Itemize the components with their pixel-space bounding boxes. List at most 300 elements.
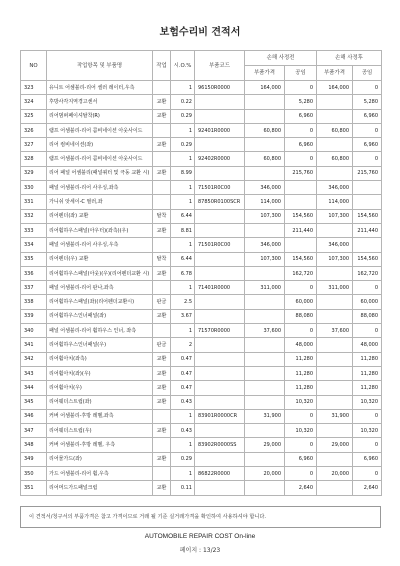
cell-after-part-price: 31,900	[317, 409, 353, 423]
cell-no: 348	[21, 438, 47, 452]
cell-after-part-price: 60,800	[317, 123, 353, 137]
table-row	[21, 238, 382, 252]
cell-before-labor	[285, 181, 317, 195]
cell-before-labor: 88,080	[285, 309, 317, 323]
cell-no: 336	[21, 266, 47, 280]
cell-part-code	[195, 424, 245, 438]
cell-before-labor: 11,280	[285, 352, 317, 366]
cell-no: 347	[21, 424, 47, 438]
cell-before-labor: 6,960	[285, 452, 317, 466]
cell-after-part-price	[317, 395, 353, 409]
cell-part-code: 87850R0100SCR	[195, 195, 245, 209]
table-row	[21, 152, 382, 166]
cell-rate: 1	[171, 324, 195, 338]
cell-before-labor	[285, 195, 317, 209]
header-after-part-price: 부품가격	[317, 66, 353, 81]
cell-before-part-price: 107,300	[245, 252, 285, 266]
cell-item-name: 리어휠아치(우)	[47, 381, 153, 395]
cell-work: 교환	[153, 366, 171, 380]
cell-part-code: 92401R0000	[195, 123, 245, 137]
cell-item-name: 유니트 어셈블리-리어 셀러 레이터,우측	[47, 81, 153, 95]
estimate-rows	[21, 81, 382, 496]
cell-work: 교환	[153, 166, 171, 180]
cell-part-code: 71570R0000	[195, 324, 245, 338]
cell-after-labor	[353, 238, 382, 252]
cell-rate: 2.5	[171, 295, 195, 309]
cell-part-code: 96150R0000	[195, 81, 245, 95]
cell-item-name: 리어휠하우스패널(좌)(리어펜더교환시)	[47, 295, 153, 309]
cell-after-part-price	[317, 352, 353, 366]
cell-item-name: 리어휠하우스인너패널(좌)	[47, 309, 153, 323]
cell-work: 교환	[153, 109, 171, 123]
cell-work	[153, 152, 171, 166]
header-before-part-price: 부품가격	[245, 66, 285, 81]
cell-before-part-price: 311,000	[245, 281, 285, 295]
cell-before-part-price	[245, 366, 285, 380]
table-row	[21, 195, 382, 209]
cell-after-labor: 0	[353, 324, 382, 338]
cell-part-code	[195, 138, 245, 152]
header-work: 작업	[153, 51, 171, 81]
cell-before-labor: 2,640	[285, 481, 317, 495]
disclaimer-notice: 이 견적서/청구서의 부품가격은 참고 가격이므로 거래 될 기준 실거래가격을 확인하여 사용하셔야 합니다.	[20, 506, 381, 528]
cell-work: 교환	[153, 452, 171, 466]
cell-rate: 1	[171, 181, 195, 195]
cell-item-name: 커버 어셈블리-후방 레벨,좌측	[47, 409, 153, 423]
table-row	[21, 352, 382, 366]
cell-no: 349	[21, 452, 47, 466]
header-part-code: 부품코드	[195, 51, 245, 81]
cell-part-code	[195, 338, 245, 352]
cell-rate: 1	[171, 467, 195, 481]
cell-no: 343	[21, 366, 47, 380]
cell-after-labor: 11,280	[353, 352, 382, 366]
cell-after-labor: 215,760	[353, 166, 382, 180]
cell-before-labor: 11,280	[285, 381, 317, 395]
cell-no: 342	[21, 352, 47, 366]
cell-after-part-price: 107,300	[317, 252, 353, 266]
header-after-assessment: 손해 사정후	[317, 51, 382, 66]
cell-work: 교환	[153, 352, 171, 366]
table-row	[21, 324, 382, 338]
table-row	[21, 181, 382, 195]
table-row	[21, 109, 382, 123]
cell-rate: 1	[171, 409, 195, 423]
cell-part-code: 83901R0000CR	[195, 409, 245, 423]
cell-after-labor: 0	[353, 438, 382, 452]
cell-before-part-price	[245, 338, 285, 352]
table-row	[21, 452, 382, 466]
cell-after-labor: 11,280	[353, 366, 382, 380]
cell-part-code	[195, 481, 245, 495]
table-row	[21, 281, 382, 295]
table-row	[21, 123, 382, 137]
cell-after-labor: 2,640	[353, 481, 382, 495]
cell-after-part-price	[317, 424, 353, 438]
cell-after-part-price	[317, 138, 353, 152]
cell-after-labor: 6,960	[353, 138, 382, 152]
cell-before-part-price: 37,600	[245, 324, 285, 338]
table-row	[21, 266, 382, 280]
cell-before-labor: 162,720	[285, 266, 317, 280]
cell-after-labor: 5,280	[353, 95, 382, 109]
table-row	[21, 252, 382, 266]
cell-rate: 6.44	[171, 252, 195, 266]
table-row	[21, 467, 382, 481]
cell-before-labor: 6,960	[285, 109, 317, 123]
table-row	[21, 309, 382, 323]
cell-item-name: 리어 컴비네이션(좌)	[47, 138, 153, 152]
table-row	[21, 366, 382, 380]
cell-before-labor: 48,000	[285, 338, 317, 352]
cell-before-labor: 211,440	[285, 223, 317, 237]
cell-before-part-price	[245, 266, 285, 280]
cell-before-labor: 154,560	[285, 209, 317, 223]
cell-item-name: 리어웨더스트립(좌)	[47, 395, 153, 409]
table-row	[21, 481, 382, 495]
cell-item-name: 리어펜더(좌) 교환	[47, 209, 153, 223]
cell-after-labor: 211,440	[353, 223, 382, 237]
cell-part-code	[195, 309, 245, 323]
cell-before-part-price	[245, 481, 285, 495]
cell-part-code: 71501R0C00	[195, 181, 245, 195]
cell-before-labor: 0	[285, 438, 317, 452]
cell-no: 323	[21, 81, 47, 95]
cell-after-labor: 88,080	[353, 309, 382, 323]
cell-after-labor: 48,000	[353, 338, 382, 352]
cell-work	[153, 123, 171, 137]
cell-part-code	[195, 381, 245, 395]
cell-rate: 1	[171, 123, 195, 137]
cell-item-name: 리어휠하우스인너패널(우)	[47, 338, 153, 352]
cell-part-code	[195, 352, 245, 366]
cell-rate: 3.67	[171, 309, 195, 323]
cell-rate: 0.29	[171, 109, 195, 123]
cell-part-code: 83902R0000SS	[195, 438, 245, 452]
table-row	[21, 209, 382, 223]
cell-item-name: 패널 어셈블리-리어 판나,좌측	[47, 281, 153, 295]
cell-work	[153, 281, 171, 295]
header-before-assessment: 손해 사정전	[245, 51, 317, 66]
cell-no: 346	[21, 409, 47, 423]
document-title: 보험수리비 견적서	[159, 27, 241, 38]
table-row	[21, 95, 382, 109]
cell-after-labor: 154,560	[353, 252, 382, 266]
page-number: 페이지 : 13/23	[179, 547, 221, 554]
cell-work	[153, 324, 171, 338]
cell-rate: 1	[171, 195, 195, 209]
cell-item-name: 리어휠아치(좌측)	[47, 352, 153, 366]
table-row	[21, 295, 382, 309]
table-row	[21, 438, 382, 452]
cell-rate: 1	[171, 281, 195, 295]
cell-part-code	[195, 166, 245, 180]
cell-rate: 0.43	[171, 395, 195, 409]
cell-rate: 8.81	[171, 223, 195, 237]
cell-after-part-price	[317, 381, 353, 395]
cell-item-name: 후방사각지역경고센서	[47, 95, 153, 109]
cell-part-code: 92402R0000	[195, 152, 245, 166]
cell-item-name: 리어휠하우스패널(아웃)(우)(리어펜더교환 시)	[47, 266, 153, 280]
cell-after-part-price	[317, 109, 353, 123]
cell-before-part-price: 164,000	[245, 81, 285, 95]
header-rate: 시.O.%	[171, 51, 195, 81]
cell-before-labor: 0	[285, 81, 317, 95]
cell-after-labor: 154,560	[353, 209, 382, 223]
cell-part-code	[195, 223, 245, 237]
cell-after-part-price: 107,300	[317, 209, 353, 223]
cell-no: 351	[21, 481, 47, 495]
cell-no: 327	[21, 138, 47, 152]
cell-no: 324	[21, 95, 47, 109]
cell-after-labor: 6,960	[353, 109, 382, 123]
cell-work	[153, 238, 171, 252]
cell-before-labor	[285, 238, 317, 252]
cell-no: 334	[21, 238, 47, 252]
cell-part-code	[195, 395, 245, 409]
cell-part-code	[195, 252, 245, 266]
cell-after-labor: 0	[353, 123, 382, 137]
cell-before-part-price	[245, 381, 285, 395]
cell-rate: 8.99	[171, 166, 195, 180]
table-row	[21, 338, 382, 352]
cell-work: 판금	[153, 295, 171, 309]
cell-after-part-price: 346,000	[317, 238, 353, 252]
cell-no: 350	[21, 467, 47, 481]
cell-rate: 0.47	[171, 352, 195, 366]
cell-no: 329	[21, 166, 47, 180]
cell-after-part-price: 60,800	[317, 152, 353, 166]
cell-before-labor: 0	[285, 281, 317, 295]
cell-part-code	[195, 109, 245, 123]
cell-before-part-price	[245, 295, 285, 309]
cell-after-part-price: 37,600	[317, 324, 353, 338]
cell-no: 338	[21, 295, 47, 309]
cell-before-labor: 10,320	[285, 424, 317, 438]
cell-work: 교환	[153, 138, 171, 152]
cell-work: 교환	[153, 395, 171, 409]
cell-before-labor: 5,280	[285, 95, 317, 109]
cell-rate: 1	[171, 438, 195, 452]
cell-no: 332	[21, 209, 47, 223]
cell-no: 325	[21, 109, 47, 123]
cell-after-part-price	[317, 266, 353, 280]
cell-no: 339	[21, 309, 47, 323]
cell-before-labor: 6,960	[285, 138, 317, 152]
cell-before-part-price	[245, 166, 285, 180]
table-row	[21, 166, 382, 180]
cell-rate: 6.78	[171, 266, 195, 280]
cell-after-part-price	[317, 95, 353, 109]
cell-part-code	[195, 452, 245, 466]
cell-before-labor: 10,320	[285, 395, 317, 409]
cell-before-part-price: 31,900	[245, 409, 285, 423]
cell-work: 교환	[153, 424, 171, 438]
header-no: NO	[21, 51, 47, 81]
cell-before-labor: 154,560	[285, 252, 317, 266]
cell-rate: 0.11	[171, 481, 195, 495]
cell-no: 330	[21, 181, 47, 195]
cell-item-name: 리어웨더스트립(우)	[47, 424, 153, 438]
table-row	[21, 138, 382, 152]
cell-part-code	[195, 95, 245, 109]
cell-before-part-price	[245, 352, 285, 366]
cell-after-part-price	[317, 338, 353, 352]
cell-part-code: 86822R0000	[195, 467, 245, 481]
cell-before-part-price	[245, 452, 285, 466]
cell-before-part-price	[245, 223, 285, 237]
cell-after-part-price	[317, 309, 353, 323]
cell-part-code	[195, 266, 245, 280]
cell-rate: 6.44	[171, 209, 195, 223]
cell-before-part-price	[245, 424, 285, 438]
cell-no: 341	[21, 338, 47, 352]
cell-before-labor: 0	[285, 324, 317, 338]
estimate-table	[20, 50, 382, 496]
cell-no: 326	[21, 123, 47, 137]
cell-after-part-price	[317, 366, 353, 380]
header-before-labor: 공임	[285, 66, 317, 81]
cell-after-part-price: 164,000	[317, 81, 353, 95]
cell-item-name: 리어휠하우스패널(아우터)(좌측)(우)	[47, 223, 153, 237]
cell-before-part-price	[245, 95, 285, 109]
cell-after-labor: 0	[353, 409, 382, 423]
cell-before-part-price: 114,000	[245, 195, 285, 209]
cell-after-labor: 6,960	[353, 452, 382, 466]
cell-no: 331	[21, 195, 47, 209]
cell-part-code	[195, 209, 245, 223]
cell-after-labor: 0	[353, 281, 382, 295]
cell-work	[153, 195, 171, 209]
cell-rate: 1	[171, 152, 195, 166]
cell-rate: 1	[171, 81, 195, 95]
cell-before-part-price: 60,800	[245, 123, 285, 137]
footer-brand: AUTOMOBILE REPAIR COST On-line	[144, 533, 256, 540]
cell-before-part-price: 346,000	[245, 181, 285, 195]
cell-work: 탈착	[153, 252, 171, 266]
cell-work: 교환	[153, 266, 171, 280]
header-row-top	[21, 51, 382, 66]
cell-after-labor: 11,280	[353, 381, 382, 395]
cell-after-part-price	[317, 452, 353, 466]
cell-before-labor: 215,760	[285, 166, 317, 180]
cell-before-labor: 0	[285, 409, 317, 423]
cell-before-labor: 0	[285, 152, 317, 166]
cell-no: 340	[21, 324, 47, 338]
cell-no: 344	[21, 381, 47, 395]
cell-item-name: 리어물가드(좌)	[47, 452, 153, 466]
cell-rate: 0.43	[171, 424, 195, 438]
header-item: 작업항목 및 부품명	[47, 51, 153, 81]
cell-after-part-price	[317, 481, 353, 495]
cell-before-part-price: 346,000	[245, 238, 285, 252]
cell-after-labor: 0	[353, 81, 382, 95]
cell-work: 탈착	[153, 209, 171, 223]
cell-item-name: 가니쉬 앗세이-C 필러,좌	[47, 195, 153, 209]
cell-work	[153, 438, 171, 452]
cell-after-part-price: 20,000	[317, 467, 353, 481]
cell-item-name: 패널 어셈블리-리어 사우싱,좌측	[47, 181, 153, 195]
cell-before-part-price: 107,300	[245, 209, 285, 223]
cell-before-part-price: 60,800	[245, 152, 285, 166]
cell-after-labor: 10,320	[353, 424, 382, 438]
cell-item-name: 가드 어셈블리-리어 휠,우측	[47, 467, 153, 481]
header-after-labor: 공임	[353, 66, 382, 81]
cell-rate: 0.47	[171, 381, 195, 395]
cell-item-name: 패널 어셈블리-리어 사우싱,우측	[47, 238, 153, 252]
cell-item-name: 리어휠아치(좌)(우)	[47, 366, 153, 380]
cell-no: 335	[21, 252, 47, 266]
cell-after-labor	[353, 181, 382, 195]
cell-after-labor	[353, 195, 382, 209]
cell-item-name: 리어범퍼페이셔탈착(R)	[47, 109, 153, 123]
cell-part-code	[195, 295, 245, 309]
cell-after-labor: 60,000	[353, 295, 382, 309]
cell-work	[153, 409, 171, 423]
table-row	[21, 395, 382, 409]
cell-after-labor: 10,320	[353, 395, 382, 409]
cell-before-part-price: 29,000	[245, 438, 285, 452]
cell-part-code: 71501R0C00	[195, 238, 245, 252]
cell-rate: 1	[171, 238, 195, 252]
cell-work: 판금	[153, 338, 171, 352]
cell-rate: 0.22	[171, 95, 195, 109]
cell-work: 교환	[153, 381, 171, 395]
cell-before-part-price: 20,000	[245, 467, 285, 481]
cell-item-name: 램프 어셈블리-리어 콤비네이션 아웃사이드	[47, 123, 153, 137]
cell-work: 교환	[153, 95, 171, 109]
table-row	[21, 424, 382, 438]
cell-work: 교환	[153, 309, 171, 323]
cell-rate: 0.29	[171, 138, 195, 152]
cell-item-name: 리어머드가드패널크립	[47, 481, 153, 495]
cell-item-name: 커버 어셈블리-후방 레벨, 우측	[47, 438, 153, 452]
cell-before-part-price	[245, 138, 285, 152]
cell-item-name: 리어펜더(우) 교환	[47, 252, 153, 266]
cell-item-name: 램프 어셈블리-리어 콤비네이션 아웃사이드	[47, 152, 153, 166]
cell-before-part-price	[245, 395, 285, 409]
cell-work: 교환	[153, 223, 171, 237]
cell-after-part-price: 29,000	[317, 438, 353, 452]
cell-item-name: 패널 어셈블리-리어 휠하우스 인너, 좌측	[47, 324, 153, 338]
table-row	[21, 81, 382, 95]
cell-before-labor: 60,000	[285, 295, 317, 309]
cell-no: 345	[21, 395, 47, 409]
cell-after-labor: 0	[353, 152, 382, 166]
table-row	[21, 223, 382, 237]
cell-before-labor: 0	[285, 467, 317, 481]
cell-before-labor: 0	[285, 123, 317, 137]
cell-rate: 0.29	[171, 452, 195, 466]
cell-after-part-price: 311,000	[317, 281, 353, 295]
cell-work	[153, 181, 171, 195]
cell-after-labor: 0	[353, 467, 382, 481]
cell-after-part-price	[317, 295, 353, 309]
table-row	[21, 409, 382, 423]
cell-after-labor: 162,720	[353, 266, 382, 280]
table-row	[21, 381, 382, 395]
cell-item-name: 리어 패널 어셈블리(패널쿼터 및 극동 교환 시)	[47, 166, 153, 180]
cell-no: 328	[21, 152, 47, 166]
cell-work	[153, 81, 171, 95]
cell-after-part-price	[317, 166, 353, 180]
cell-work: 교환	[153, 481, 171, 495]
cell-after-part-price: 114,000	[317, 195, 353, 209]
cell-part-code: 71401R0000	[195, 281, 245, 295]
cell-rate: 2	[171, 338, 195, 352]
cell-before-part-price	[245, 109, 285, 123]
cell-after-part-price: 346,000	[317, 181, 353, 195]
